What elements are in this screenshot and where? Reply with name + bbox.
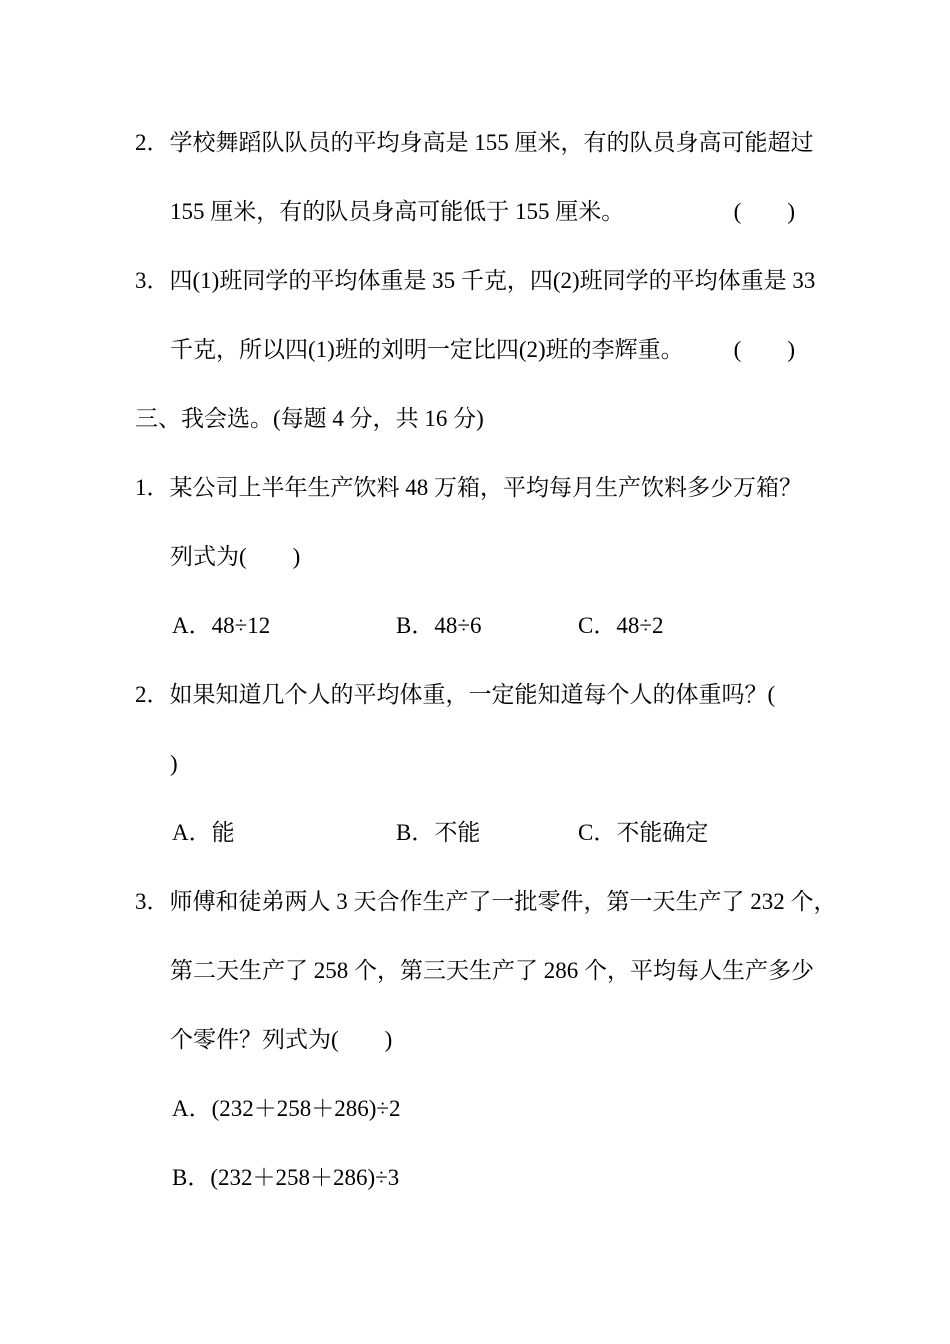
choice-question-1-options-b: B．48÷6	[396, 612, 482, 638]
document-lines	[0, 108, 950, 1212]
judge-question-2-line-2	[0, 177, 950, 246]
choice-question-2-line-1	[0, 660, 950, 729]
choice-question-1-options-a: A．48÷12	[172, 612, 271, 638]
choice-question-3-line-1-text: 3．师傅和徒弟两人 3 天合作生产了一批零件，第一天生产了 232 个，	[135, 888, 837, 914]
section-3-heading-text: 三、我会选。(每题 4 分，共 16 分)	[135, 405, 484, 431]
choice-question-2-options-c: C．不能确定	[578, 819, 709, 845]
judge-question-2-line-2-answer-bracket: ( )	[733, 198, 795, 224]
choice-question-2-line-2	[0, 729, 950, 798]
choice-question-1-line-2	[0, 522, 950, 591]
section-3-heading	[0, 384, 950, 453]
choice-question-3-line-1	[0, 867, 950, 936]
judge-question-2-line-1	[0, 108, 950, 177]
choice-question-2-line-1-text: 2．如果知道几个人的平均体重，一定能知道每个人的体重吗？(	[135, 681, 776, 707]
choice-question-1-options-c: C．48÷2	[578, 612, 664, 638]
choice-question-2-line-2-text: )	[170, 750, 178, 776]
choice-question-1-line-2-text: 列式为( )	[170, 543, 301, 569]
choice-question-1-line-1	[0, 453, 950, 522]
choice-question-3-line-3	[0, 1005, 950, 1074]
choice-question-1-options	[0, 591, 950, 660]
judge-question-3-line-2-answer-bracket: ( )	[733, 336, 795, 362]
choice-question-2-options-a: A．能	[172, 819, 235, 845]
choice-question-1-line-1-text: 1．某公司上半年生产饮料 48 万箱，平均每月生产饮料多少万箱？	[135, 474, 802, 500]
choice-question-3-option-a-text: A．(232＋258＋286)÷2	[172, 1095, 401, 1121]
choice-question-2-options-b: B．不能	[396, 819, 481, 845]
judge-question-2-line-1-text: 2．学校舞蹈队队员的平均身高是 155 厘米，有的队员身高可能超过	[135, 129, 814, 155]
judge-question-2-line-2-text: 155 厘米，有的队员身高可能低于 155 厘米。	[170, 198, 625, 224]
choice-question-2-options	[0, 798, 950, 867]
choice-question-3-option-a	[0, 1074, 950, 1143]
choice-question-3-line-2	[0, 936, 950, 1005]
judge-question-3-line-2	[0, 315, 950, 384]
judge-question-3-line-1-text: 3．四(1)班同学的平均体重是 35 千克，四(2)班同学的平均体重是 33	[135, 267, 816, 293]
choice-question-3-line-2-text: 第二天生产了 258 个，第三天生产了 286 个，平均每人生产多少	[170, 957, 814, 983]
judge-question-3-line-1	[0, 246, 950, 315]
choice-question-3-option-b	[0, 1143, 950, 1212]
judge-question-3-line-2-text: 千克，所以四(1)班的刘明一定比四(2)班的李辉重。	[170, 336, 684, 362]
choice-question-3-option-b-text: B．(232＋258＋286)÷3	[172, 1164, 400, 1190]
choice-question-3-line-3-text: 个零件？列式为( )	[170, 1026, 393, 1052]
